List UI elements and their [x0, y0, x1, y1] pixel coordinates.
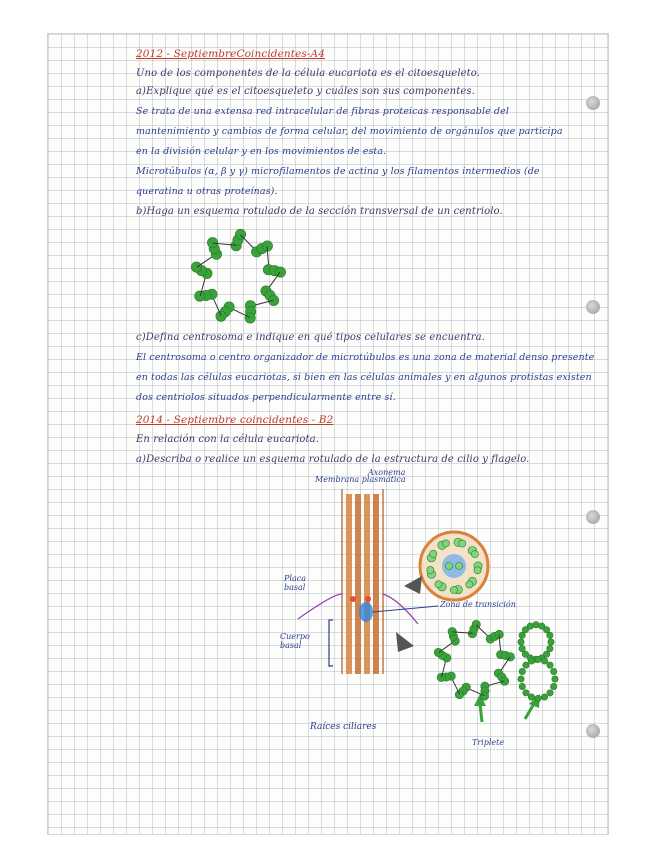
answer-c-line-2: en todas las células eucariotas, si bien en las células animales y en algunos protistas existen [136, 372, 592, 383]
answer-a-line-4: Microtúbulos (α, β y γ) microfilamentos de actina y los filamentos intermedios (de [136, 166, 540, 177]
axoneme-cross-section [420, 532, 488, 600]
heading-2012: 2012 - SeptiembreCoincidentes-A4 [136, 48, 326, 60]
answer-a-line-5: queratina u otras proteínas). [136, 186, 278, 197]
answer-a-line-1: Se trata de una extensa red intracelular de fibras proteicas responsable del [136, 106, 509, 117]
intro-text: Uno de los componentes de la célula eucariota es el citoesqueleto. [136, 68, 481, 79]
answer-c-line-1: El centrosoma o centro organizador de microtúbulos es una zona de material denso presente [136, 352, 595, 363]
question-c: c)Defina centrosoma e indique en qué tipos celulares se encuentra. [136, 332, 486, 343]
heading-2014: 2014 - Septiembre coincidentes - B2 [136, 414, 334, 426]
label-membrane: Membrana plasmática [315, 475, 406, 484]
label-roots: Raíces ciliares [310, 722, 377, 732]
label-transition-zone: Zona de transición [440, 600, 516, 609]
answer-a-line-3: en la división celular y en los movimientos de esta. [136, 146, 387, 157]
label-triplets: Triplete [472, 738, 505, 747]
triplet-detail [518, 622, 558, 702]
centriole-diagram [191, 229, 285, 323]
question-a2: a)Describa o realice un esquema rotulado de la estructura de cilio y flagelo. [136, 454, 530, 465]
notebook-page [48, 34, 608, 834]
answer-c-line-3: dos centriolos situados perpendicularmente entre sí. [136, 392, 396, 403]
diagrams-svg [48, 34, 608, 834]
relation-text: En relación con la célula eucariota. [136, 434, 319, 445]
label-axoneme: Axonema [368, 468, 406, 477]
label-basal-body: Cuerpo basal [280, 632, 310, 650]
question-b: b)Haga un esquema rotulado de la sección transversal de un centriolo. [136, 206, 503, 217]
arrow-icon [396, 632, 414, 652]
label-basal-plate: Placa basal [284, 574, 306, 592]
question-a: a)Explique qué es el citoesqueleto y cuáles son sus componentes. [136, 86, 475, 97]
answer-a-line-2: mantenimiento y cambios de forma celular, del movimiento de orgánulos que participa [136, 126, 563, 137]
basal-body-cross-section [434, 620, 514, 700]
arrow-icon [404, 576, 422, 594]
